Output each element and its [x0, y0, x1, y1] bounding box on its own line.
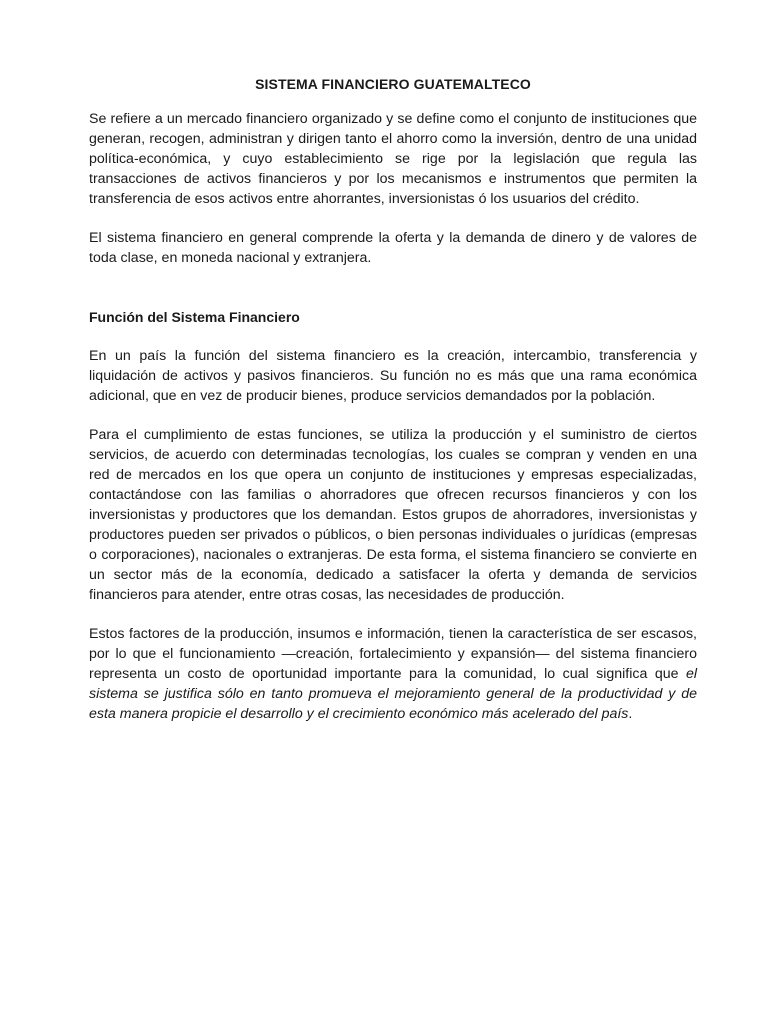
document-content [89, 74, 697, 743]
intro-paragraph-1: Se refiere a un mercado financiero organizado y se define como el conjunto de instituciones que generan, recogen, administran y dirigen tanto el ahorro como la inversión, dentro de una unidad política-económica, y cuyo establecimiento se rige por la legislación que regula las transacciones de activos financieros y por los mecanismos e instrumentos que permiten la transferencia de esos activos entre ahorrantes, inversionistas ó los usuarios del crédito. [89, 111, 697, 207]
section-paragraph-3 [89, 624, 697, 724]
intro-paragraph-2: El sistema financiero en general comprende la oferta y la demanda de dinero y de valores de toda clase, en moneda nacional y extranjera. [89, 230, 697, 266]
section-paragraph-3-text: Estos factores de la producción, insumos e información, tienen la característica de ser escasos, por lo que el funcionamiento —creación, fortalecimiento y expansión— del sistema financiero representa un costo de oportunidad importante para la comunidad, lo cual significa que [89, 626, 697, 682]
section-heading: Función del Sistema Financiero [89, 309, 300, 325]
document-title: SISTEMA FINANCIERO GUATEMALTECO [255, 76, 531, 92]
section-paragraph-2: Para el cumplimiento de estas funciones, se utiliza la producción y el suministro de ciertos servicios, de acuerdo con determinadas tecnologías, los cuales se compran y venden en una red de mercados en los que opera un conjunto de instituciones y empresas especializadas, contactándose con las familias o ahorradores que ofrecen recursos financieros y con los inversionistas y productores que los demandan. Estos grupos de ahorradores, inversionistas y productores pueden ser privados o públicos, o bien personas individuales o jurídicas (empresas o corporaciones), nacionales o extranjeras. De esta forma, el sistema financiero se convierte en un sector más de la economía, dedicado a satisfacer la oferta y demanda de servicios financieros para atender, entre otras cosas, las necesidades de producción. [89, 427, 697, 603]
section-paragraph-1: En un país la función del sistema financiero es la creación, intercambio, transferencia y liquidación de activos y pasivos financieros. Su función no es más que una rama económica adicional, que en vez de producir bienes, produce servicios demandados por la población. [89, 348, 697, 404]
section-paragraph-3-italic: el sistema se justifica sólo en tanto promueva el mejoramiento general de la productividad y de esta manera propicie el desarrollo y el crecimiento económico más acelerado del país [89, 666, 697, 722]
section-paragraph-3-end: . [628, 706, 633, 722]
